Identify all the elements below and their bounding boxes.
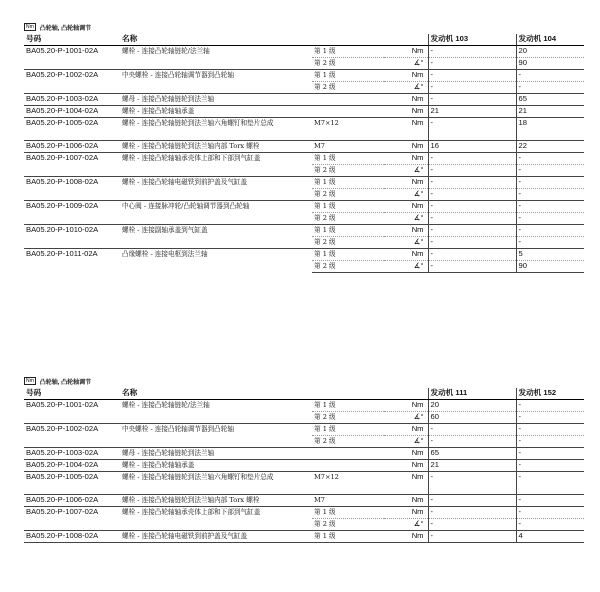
col-header-code: 号码 [24, 34, 120, 46]
tightening-step [312, 448, 384, 460]
tightening-step: 第 2 级 [312, 165, 384, 177]
engine-a-value: - [428, 58, 516, 70]
part-name: 中央螺栓 - 连接凸轮轴调节器到凸轮轴 [120, 424, 312, 448]
unit: ∡° [384, 165, 428, 177]
unit: ∡° [384, 436, 428, 448]
part-name: 螺栓 - 连接凸轮轴电磁铁到前护盖及气缸盖 [120, 531, 312, 543]
tightening-step: M7 [312, 141, 384, 153]
tightening-step: 第 2 级 [312, 412, 384, 424]
part-code: BA05.20-P-1002-02A [24, 70, 120, 94]
section-header [24, 374, 584, 388]
col-header-name: 名称 [120, 388, 428, 400]
part-code: BA05.20-P-1001-02A [24, 400, 120, 424]
unit: ∡° [384, 58, 428, 70]
col-header-engine-b: 发动机 104 [516, 34, 584, 46]
unit: Nm [384, 495, 428, 507]
tightening-step: 第 1 级 [312, 400, 384, 412]
unit: Nm [384, 94, 428, 106]
engine-a-value: - [428, 46, 516, 58]
part-code: BA05.20-P-1005-02A [24, 472, 120, 495]
engine-a-value: - [428, 225, 516, 237]
engine-a-value: - [428, 261, 516, 273]
table-row [24, 400, 584, 412]
tightening-step: 第 2 级 [312, 519, 384, 531]
unit: Nm [384, 106, 428, 118]
part-code: BA05.20-P-1006-02A [24, 495, 120, 507]
unit: Nm [384, 400, 428, 412]
part-name: 螺母 - 连接凸轮轴链轮到法兰轴 [120, 448, 312, 460]
tightening-step: 第 1 级 [312, 153, 384, 165]
unit: Nm [384, 460, 428, 472]
engine-a-value: - [428, 249, 516, 261]
engine-b-value: - [516, 225, 584, 237]
engine-b-value: 5 [516, 249, 584, 261]
part-name: 凸缘螺栓 - 连接电枢到法兰轴 [120, 249, 312, 273]
engine-a-value: - [428, 189, 516, 201]
engine-b-value: - [516, 70, 584, 82]
tightening-step: M7×12 [312, 472, 384, 495]
part-name: 中央螺栓 - 连接凸轮轴调节器到凸轮轴 [120, 70, 312, 94]
part-code: BA05.20-P-1011-02A [24, 249, 120, 273]
part-name: 螺栓 - 连接凸轮轴链轮到法兰轴内部 Torx 螺栓 [120, 495, 312, 507]
engine-b-value: - [516, 201, 584, 213]
unit: ∡° [384, 237, 428, 249]
engine-b-value: - [516, 460, 584, 472]
engine-b-value: - [516, 519, 584, 531]
unit: Nm [384, 507, 428, 519]
table-row [24, 153, 584, 165]
table-row [24, 424, 584, 436]
unit: Nm [384, 201, 428, 213]
engine-a-value: - [428, 436, 516, 448]
engine-a-value: - [428, 201, 516, 213]
table-row [24, 106, 584, 118]
engine-b-value: - [516, 436, 584, 448]
engine-b-value: - [516, 448, 584, 460]
part-code: BA05.20-P-1007-02A [24, 507, 120, 531]
nm-torque-icon: Nm [26, 24, 34, 30]
engine-a-value: - [428, 472, 516, 495]
table-row [24, 495, 584, 507]
tightening-step: M7×12 [312, 118, 384, 141]
table-row [24, 118, 584, 141]
tightening-step: 第 1 级 [312, 46, 384, 58]
part-name: 螺栓 - 连接凸轮轴电磁铁到前护盖及气缸盖 [120, 177, 312, 201]
col-header-engine-a: 发动机 111 [428, 388, 516, 400]
engine-b-value: - [516, 82, 584, 94]
engine-b-value: 90 [516, 261, 584, 273]
tightening-step: 第 1 级 [312, 177, 384, 189]
unit: Nm [384, 225, 428, 237]
part-code: BA05.20-P-1003-02A [24, 94, 120, 106]
col-header-engine-b: 发动机 152 [516, 388, 584, 400]
tightening-step: 第 1 级 [312, 201, 384, 213]
tightening-step: 第 1 级 [312, 225, 384, 237]
table-row [24, 249, 584, 261]
table-row [24, 141, 584, 153]
unit: ∡° [384, 412, 428, 424]
table-row [24, 201, 584, 213]
tightening-step: 第 1 级 [312, 70, 384, 82]
tightening-step: 第 2 级 [312, 237, 384, 249]
unit: Nm [384, 472, 428, 495]
section-header [24, 20, 584, 34]
table-header-row [24, 388, 584, 400]
part-name: 螺栓 - 连接凸轮轴链轮/法兰轴 [120, 400, 312, 424]
unit: Nm [384, 177, 428, 189]
tightening-step: 第 2 级 [312, 189, 384, 201]
engine-b-value: - [516, 237, 584, 249]
unit: Nm [384, 70, 428, 82]
tightening-step: 第 1 级 [312, 424, 384, 436]
table-row [24, 460, 584, 472]
engine-b-value: - [516, 495, 584, 507]
engine-b-value: - [516, 165, 584, 177]
engine-a-value: 21 [428, 106, 516, 118]
torque-table [24, 34, 584, 273]
part-code: BA05.20-P-1008-02A [24, 531, 120, 543]
section-title: 凸轮轴, 凸轮轴调节 [39, 25, 92, 32]
part-code: BA05.20-P-1008-02A [24, 177, 120, 201]
part-name: 螺栓 - 连接副轴承盖到气缸盖 [120, 225, 312, 249]
tightening-step: 第 2 级 [312, 82, 384, 94]
tightening-step [312, 106, 384, 118]
part-name: 螺栓 - 连接凸轮轴链轮到法兰轴六角螺钉和垫片总成 [120, 118, 312, 141]
tightening-step [312, 94, 384, 106]
engine-a-value: - [428, 237, 516, 249]
torque-section-1 [24, 20, 584, 273]
engine-a-value: - [428, 118, 516, 141]
engine-b-value: 22 [516, 141, 584, 153]
engine-b-value: 21 [516, 106, 584, 118]
part-name: 中心阀 - 连接脉冲轮/凸轮轴调节器到凸轮轴 [120, 201, 312, 225]
unit: Nm [384, 118, 428, 141]
unit: ∡° [384, 82, 428, 94]
engine-a-value: - [428, 177, 516, 189]
tightening-step: 第 2 级 [312, 436, 384, 448]
table-row [24, 448, 584, 460]
engine-a-value: - [428, 507, 516, 519]
part-name: 螺栓 - 连接凸轮轴轴承盖 [120, 460, 312, 472]
table-row [24, 94, 584, 106]
engine-b-value: - [516, 472, 584, 495]
part-name: 螺栓 - 连接凸轮轴轴承壳体上部和下部到气缸盖 [120, 153, 312, 177]
unit: Nm [384, 153, 428, 165]
engine-b-value: - [516, 177, 584, 189]
table-row [24, 177, 584, 189]
col-header-name: 名称 [120, 34, 428, 46]
engine-a-value: 60 [428, 412, 516, 424]
engine-b-value: - [516, 189, 584, 201]
unit: Nm [384, 141, 428, 153]
part-name: 螺栓 - 连接凸轮轴轴承盖 [120, 106, 312, 118]
part-code: BA05.20-P-1001-02A [24, 46, 120, 70]
tightening-step [312, 460, 384, 472]
engine-a-value: - [428, 213, 516, 225]
tightening-step: 第 1 级 [312, 249, 384, 261]
torque-section-2 [24, 374, 584, 543]
engine-a-value: - [428, 495, 516, 507]
engine-a-value: 65 [428, 448, 516, 460]
engine-a-value: - [428, 70, 516, 82]
col-header-code: 号码 [24, 388, 120, 400]
unit: Nm [384, 249, 428, 261]
tightening-step: 第 1 级 [312, 507, 384, 519]
nm-torque-icon: Nm [26, 378, 34, 384]
col-header-engine-a: 发动机 103 [428, 34, 516, 46]
table-row [24, 531, 584, 543]
engine-a-value: - [428, 82, 516, 94]
torque-table [24, 388, 584, 543]
engine-b-value: - [516, 213, 584, 225]
part-name: 螺栓 - 连接凸轮轴链轮到法兰轴内部 Torx 螺栓 [120, 141, 312, 153]
table-row [24, 472, 584, 495]
engine-b-value: 4 [516, 531, 584, 543]
engine-a-value: 21 [428, 460, 516, 472]
unit: ∡° [384, 189, 428, 201]
engine-a-value: - [428, 94, 516, 106]
engine-b-value: 18 [516, 118, 584, 141]
table-row [24, 507, 584, 519]
engine-b-value: 20 [516, 46, 584, 58]
unit: ∡° [384, 519, 428, 531]
unit: Nm [384, 448, 428, 460]
engine-a-value: - [428, 424, 516, 436]
part-code: BA05.20-P-1005-02A [24, 118, 120, 141]
part-code: BA05.20-P-1006-02A [24, 141, 120, 153]
tightening-step: M7 [312, 495, 384, 507]
unit: Nm [384, 46, 428, 58]
unit: ∡° [384, 213, 428, 225]
part-code: BA05.20-P-1003-02A [24, 448, 120, 460]
engine-a-value: 16 [428, 141, 516, 153]
table-row [24, 46, 584, 58]
part-code: BA05.20-P-1004-02A [24, 460, 120, 472]
engine-b-value: - [516, 412, 584, 424]
unit: ∡° [384, 261, 428, 273]
engine-b-value: - [516, 424, 584, 436]
part-code: BA05.20-P-1010-02A [24, 225, 120, 249]
engine-a-value: - [428, 519, 516, 531]
part-name: 螺栓 - 连接凸轮轴链轮/法兰轴 [120, 46, 312, 70]
table-row [24, 70, 584, 82]
table-row [24, 225, 584, 237]
part-code: BA05.20-P-1007-02A [24, 153, 120, 177]
tightening-step: 第 2 级 [312, 261, 384, 273]
part-code: BA05.20-P-1002-02A [24, 424, 120, 448]
part-name: 螺栓 - 连接凸轮轴轴承壳体上部和下部到气缸盖 [120, 507, 312, 531]
section-title: 凸轮轴, 凸轮轴调节 [39, 379, 92, 386]
engine-b-value: - [516, 153, 584, 165]
part-code: BA05.20-P-1009-02A [24, 201, 120, 225]
unit: Nm [384, 531, 428, 543]
engine-b-value: 65 [516, 94, 584, 106]
tightening-step: 第 2 级 [312, 213, 384, 225]
unit: Nm [384, 424, 428, 436]
engine-b-value: - [516, 507, 584, 519]
tightening-step: 第 2 级 [312, 58, 384, 70]
part-code: BA05.20-P-1004-02A [24, 106, 120, 118]
engine-b-value: 90 [516, 58, 584, 70]
engine-a-value: - [428, 531, 516, 543]
part-name: 螺栓 - 连接凸轮轴链轮到法兰轴六角螺钉和垫片总成 [120, 472, 312, 495]
engine-a-value: - [428, 165, 516, 177]
engine-b-value: - [516, 400, 584, 412]
part-name: 螺母 - 连接凸轮轴链轮到法兰轴 [120, 94, 312, 106]
engine-a-value: 20 [428, 400, 516, 412]
tightening-step: 第 1 级 [312, 531, 384, 543]
engine-a-value: - [428, 153, 516, 165]
table-header-row [24, 34, 584, 46]
